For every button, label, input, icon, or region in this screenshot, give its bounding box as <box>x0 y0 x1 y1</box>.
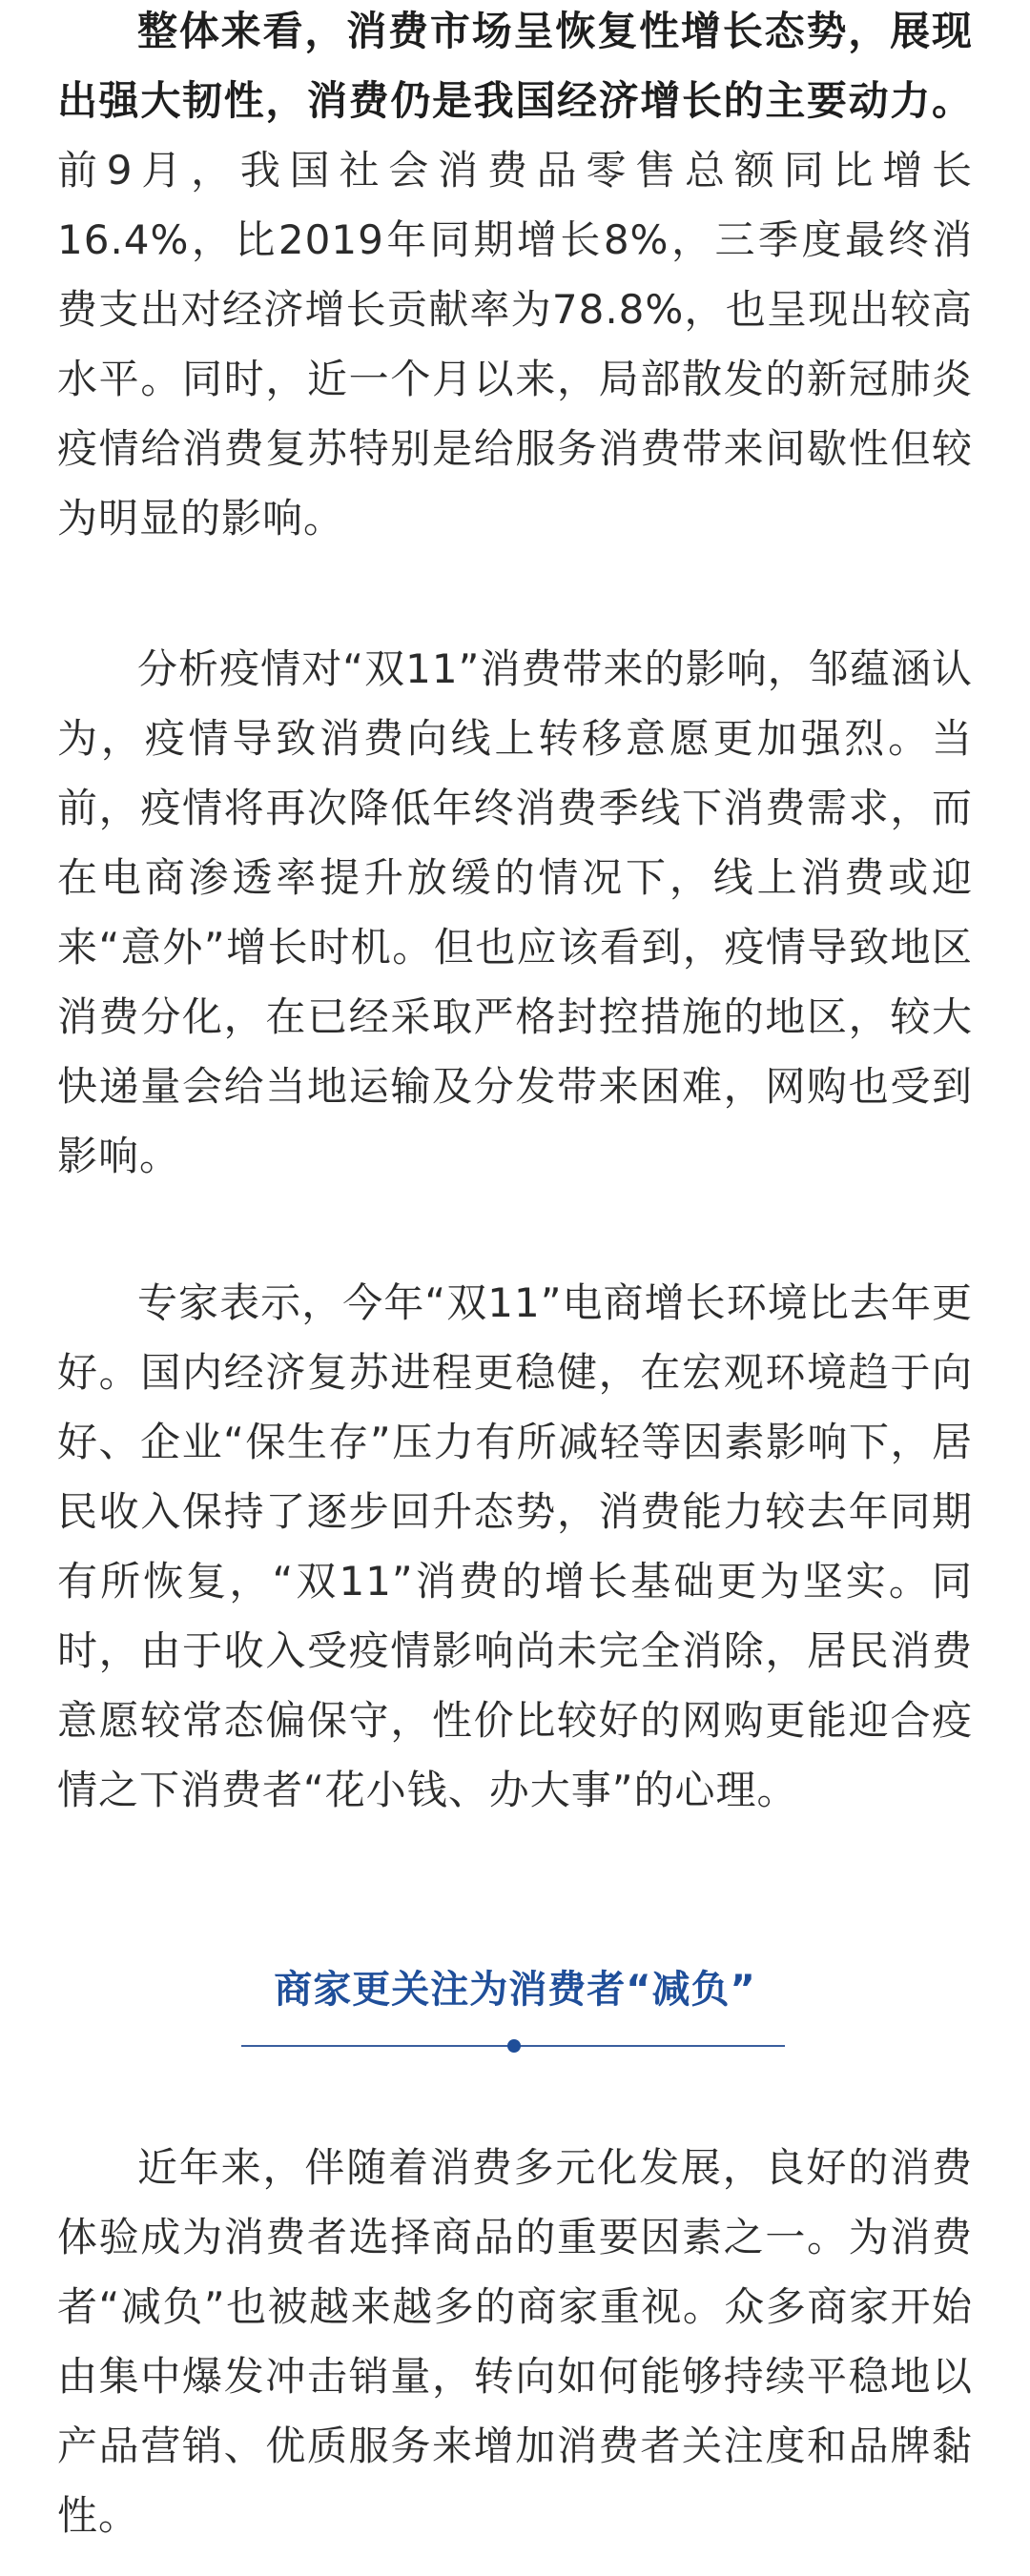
paragraph-consumption-overview <box>57 0 973 553</box>
paragraph-expert-view <box>57 1268 973 1825</box>
paragraph-lead-bold: 整体来看，消费市场呈恢复性增长态势，展现出强大韧性，消费仍是我国经济增长的主要动力。 <box>57 8 973 124</box>
section-title: 商家更关注为消费者“减负” <box>274 1968 756 2012</box>
paragraph-merchants <box>57 2133 973 2550</box>
paragraph-epidemic-impact <box>57 634 973 1191</box>
paragraph-text: 分析疫情对“双11”消费带来的影响，邹蕴涵认为，疫情导致消费向线上转移意愿更加强烈。当前，疫情将再次降低年终消费季线下消费需求，而在电商渗透率提升放缓的情况下，线上消费或迎来“意外”增长时机。但也应该看到，疫情导致地区消费分化，在已经采取严格封控措施的地区，较大快递量会给当地运输及分发带来困难，网购也受到影响。 <box>57 645 973 1179</box>
paragraph-text: 前9月，我国社会消费品零售总额同比增长16.4%，比2019年同期增长8%，三季度最终消费支出对经济增长贡献率为78.8%，也呈现出较高水平。同时，近一个月以来，局部散发的新冠肺炎疫情给消费复苏特别是给服务消费带来间歇性但较为明显的影响。 <box>57 147 973 542</box>
paragraph-text: 专家表示，今年“双11”电商增长环境比去年更好。国内经济复苏进程更稳健，在宏观环境趋于向好、企业“保生存”压力有所减轻等因素影响下，居民收入保持了逐步回升态势，消费能力较去年同期有所恢复，“双11”消费的增长基础更为坚实。同时，由于收入受疫情影响尚未完全消除，居民消费意愿较常态偏保守，性价比较好的网购更能迎合疫情之下消费者“花小钱、办大事”的心理。 <box>57 1279 973 1813</box>
section-header <box>0 1959 1030 2074</box>
title-divider-dot <box>507 2039 521 2053</box>
paragraph-text: 近年来，伴随着消费多元化发展，良好的消费体验成为消费者选择商品的重要因素之一。为消费者“减负”也被越来越多的商家重视。众多商家开始由集中爆发冲击销量，转向如何能够持续平稳地以产品营销、优质服务来增加消费者关注度和品牌黏性。 <box>57 2144 973 2539</box>
